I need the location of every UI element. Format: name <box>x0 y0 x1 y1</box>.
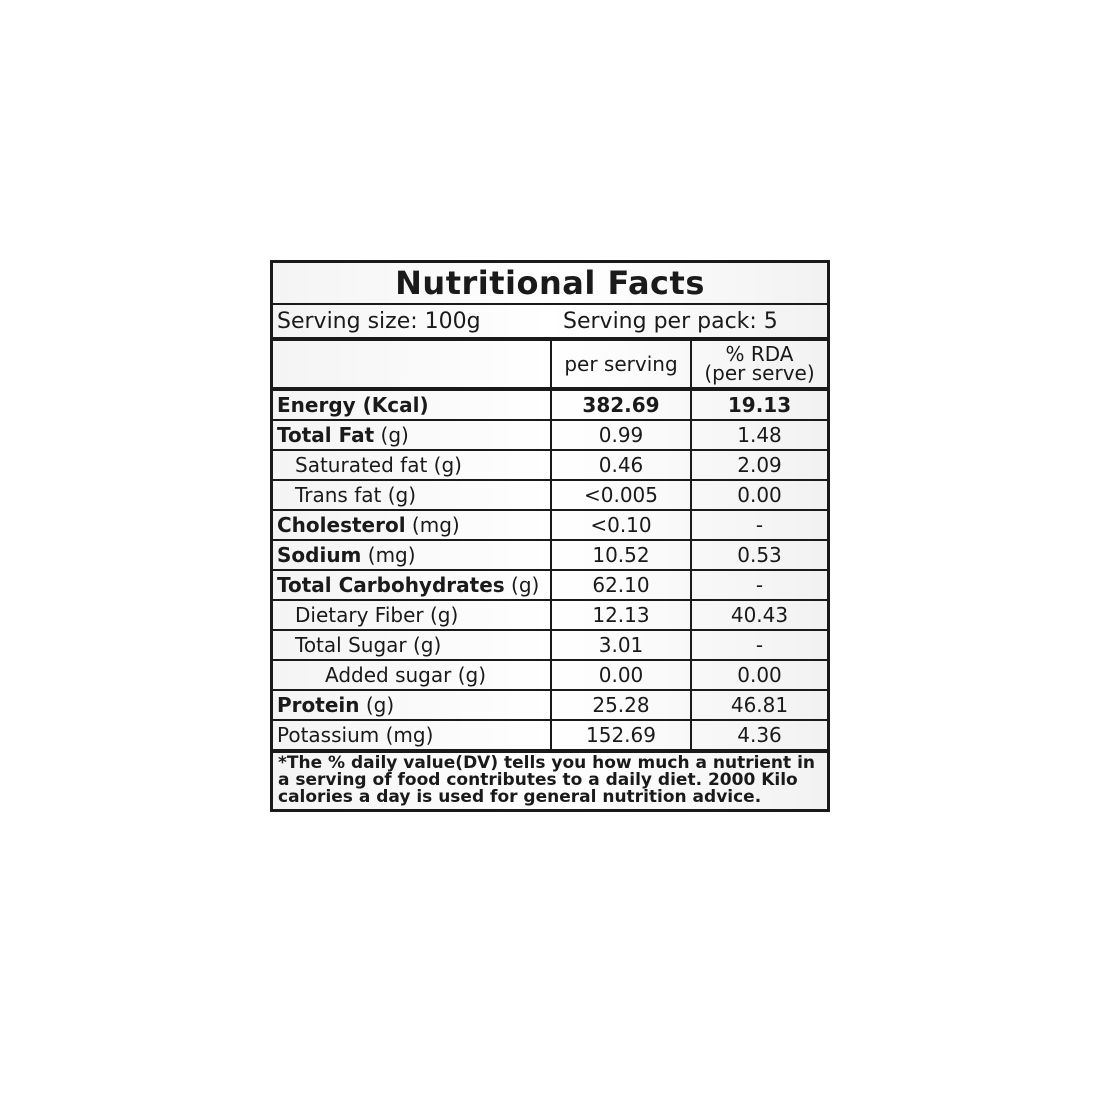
nutrient-name: Protein (g) <box>273 690 551 720</box>
nutrient-name: Saturated fat (g) <box>273 450 551 480</box>
per-serving-value: 152.69 <box>551 720 691 751</box>
rda-value: 1.48 <box>691 420 827 450</box>
table-row <box>273 389 827 420</box>
servings-per-pack: Serving per pack: 5 <box>563 308 778 334</box>
nutrient-name: Cholesterol (mg) <box>273 510 551 540</box>
header-rda-line1: % RDA <box>725 342 794 366</box>
per-serving-value: 382.69 <box>551 389 691 420</box>
rda-value: 2.09 <box>691 450 827 480</box>
header-blank-cell <box>273 341 551 389</box>
table-row <box>273 720 827 751</box>
table-row <box>273 480 827 510</box>
nutrient-name: Dietary Fiber (g) <box>273 600 551 630</box>
nutrition-facts-label <box>270 260 830 812</box>
per-serving-value: 0.46 <box>551 450 691 480</box>
nutrient-name: Total Fat (g) <box>273 420 551 450</box>
nutrient-name: Trans fat (g) <box>273 480 551 510</box>
header-rda <box>691 341 827 389</box>
table-header-row <box>273 341 827 389</box>
table-row <box>273 450 827 480</box>
header-rda-line2: (per serve) <box>704 361 815 385</box>
rda-value: 46.81 <box>691 690 827 720</box>
serving-size: Serving size: 100g <box>277 308 481 334</box>
per-serving-value: 25.28 <box>551 690 691 720</box>
table-row <box>273 690 827 720</box>
per-serving-value: 12.13 <box>551 600 691 630</box>
table-row <box>273 510 827 540</box>
nutrient-name: Potassium (mg) <box>273 720 551 751</box>
nutrient-name: Added sugar (g) <box>273 660 551 690</box>
table-row <box>273 540 827 570</box>
rda-value: 0.53 <box>691 540 827 570</box>
table-row <box>273 630 827 660</box>
rda-value: - <box>691 510 827 540</box>
serving-info-row <box>273 305 827 341</box>
table-row <box>273 600 827 630</box>
per-serving-value: 0.00 <box>551 660 691 690</box>
per-serving-value: 3.01 <box>551 630 691 660</box>
nutrient-name: Total Carbohydrates (g) <box>273 570 551 600</box>
rda-value: 0.00 <box>691 480 827 510</box>
nutrient-name: Sodium (mg) <box>273 540 551 570</box>
table-row <box>273 660 827 690</box>
rda-value: - <box>691 630 827 660</box>
rda-value: 40.43 <box>691 600 827 630</box>
rda-value: 4.36 <box>691 720 827 751</box>
per-serving-value: <0.10 <box>551 510 691 540</box>
nutrient-name: Total Sugar (g) <box>273 630 551 660</box>
nutrition-table <box>273 341 827 753</box>
header-per-serving: per serving <box>551 341 691 389</box>
rda-value: 0.00 <box>691 660 827 690</box>
table-row <box>273 420 827 450</box>
per-serving-value: 0.99 <box>551 420 691 450</box>
rda-value: 19.13 <box>691 389 827 420</box>
per-serving-value: 62.10 <box>551 570 691 600</box>
nutrient-name: Energy (Kcal) <box>273 389 551 420</box>
rda-value: - <box>691 570 827 600</box>
per-serving-value: <0.005 <box>551 480 691 510</box>
label-title: Nutritional Facts <box>273 263 827 305</box>
footnote: *The % daily value(DV) tells you how much a nutrient in a serving of food contributes to a daily diet. 2000 Kilo calories a day is used for general nutrition advice. <box>278 753 816 807</box>
table-row <box>273 570 827 600</box>
per-serving-value: 10.52 <box>551 540 691 570</box>
